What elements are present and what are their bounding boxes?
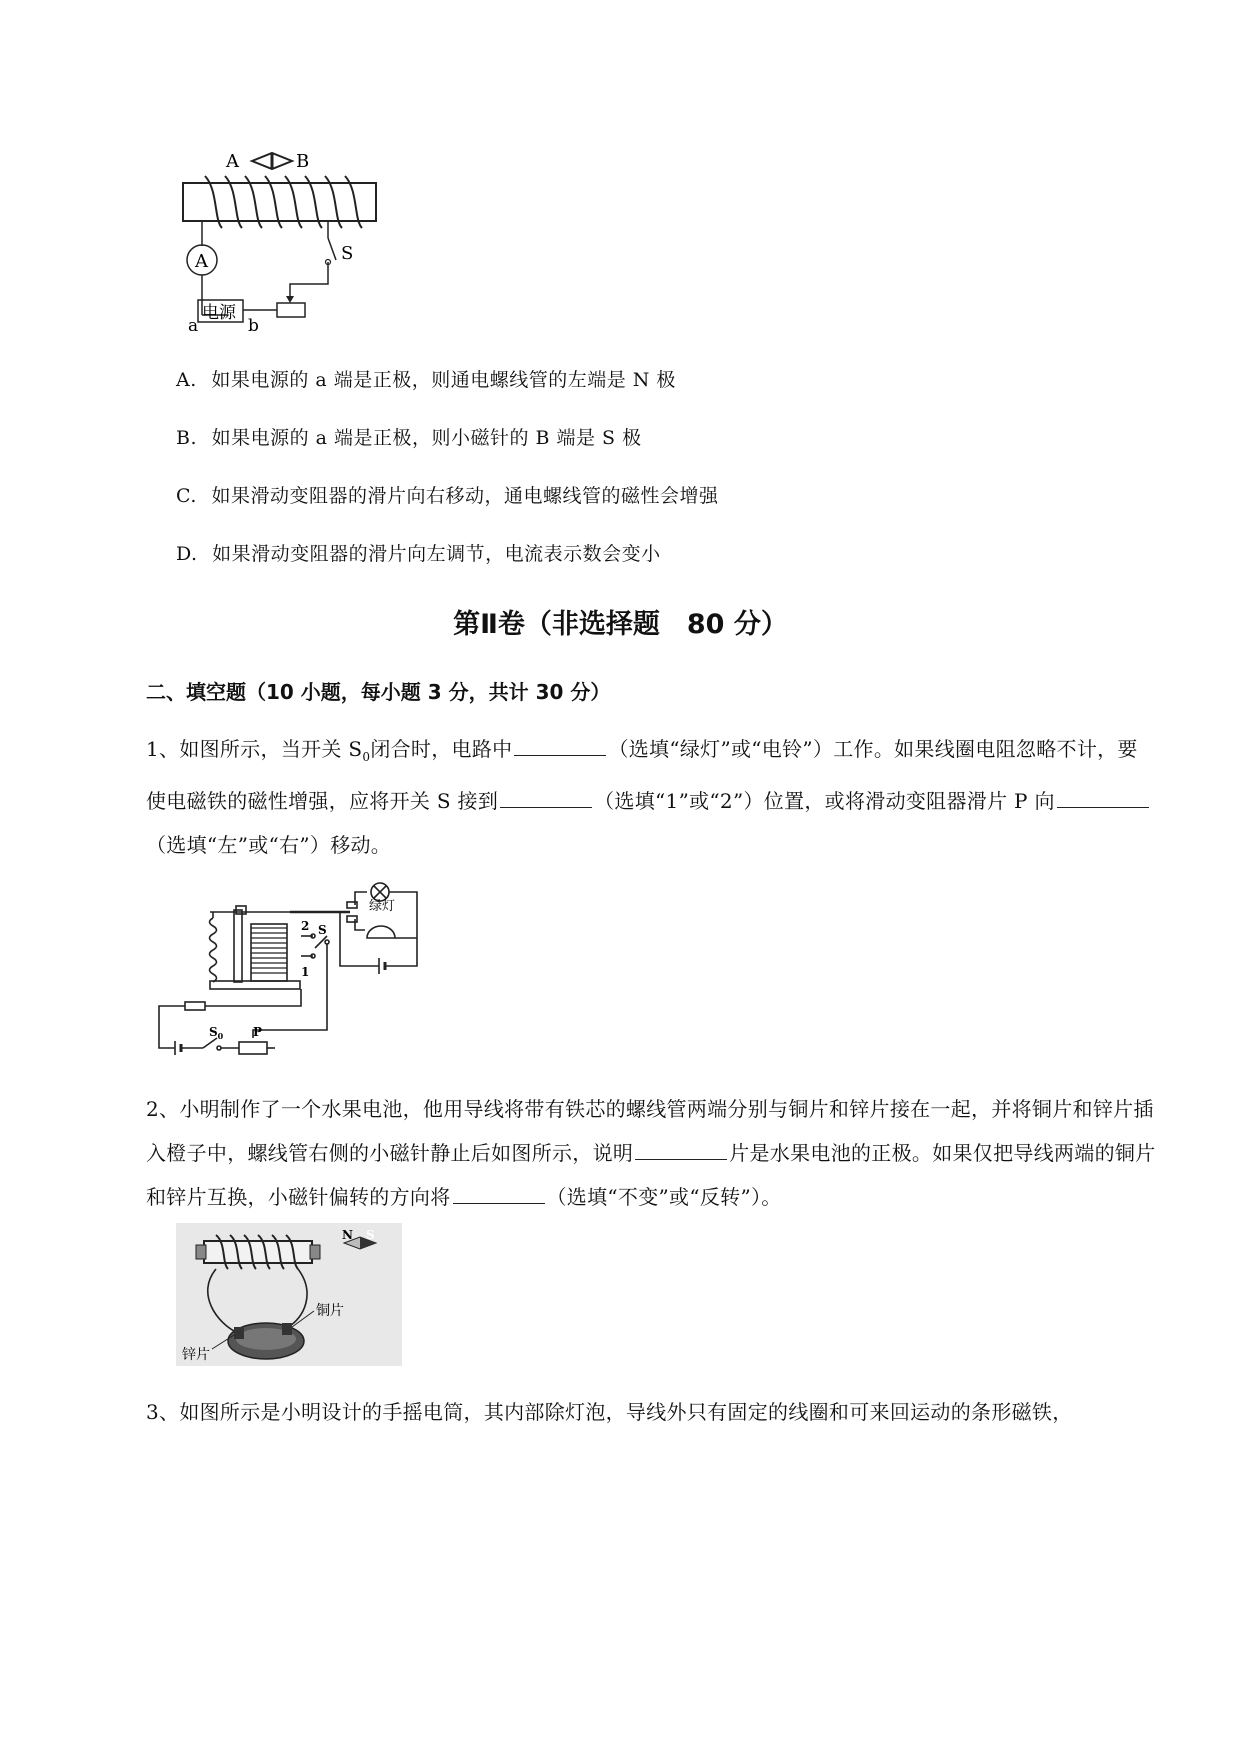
answer-blank-1[interactable] — [514, 735, 606, 756]
question-1: 1、如图所示，当开关 $S_0$闭合时，电路中 （选填“绿灯”或“电铃”）工作。如果线圈电阻忽略不计，要使电磁铁的磁性增强，应将开关 S 接到 （选填“1”或“2”）位置，或将滑动变阻器滑片 P 向（选填“左”或“右”）移动。 — [146, 727, 1156, 867]
part-heading: 二、填空题（10 小题，每小题 3 分，共计 30 分） — [146, 680, 611, 704]
label-copper: 铜片 — [316, 1303, 344, 1319]
label-contact-1: 1 — [301, 965, 310, 979]
option-c-text: 如果滑动变阻器的滑片向右移动，通电螺线管的磁性会增强 — [211, 485, 719, 507]
fruit-solenoid — [204, 1241, 312, 1263]
rheostat-p — [239, 1042, 267, 1054]
solenoid-circuit-figure — [170, 150, 420, 375]
answer-blank-5[interactable] — [453, 1183, 545, 1204]
relay-spring — [210, 918, 217, 982]
answer-blank-3[interactable] — [1057, 787, 1149, 808]
option-c-letter: C. — [176, 485, 197, 507]
question-3: 3、如图所示是小明设计的手摇电筒，其内部除灯泡，导线外只有固定的线圈和可来回运动的条形磁铁， — [146, 1400, 1073, 1424]
fruit-battery-figure — [176, 1223, 402, 1366]
electric-bell — [367, 926, 395, 938]
power-label: 电源 — [202, 303, 236, 323]
option-a-letter: A. — [176, 369, 197, 391]
option-a — [176, 365, 676, 392]
needle-label-b: B — [296, 151, 310, 172]
question-2: 2、小明制作了一个水果电池，他用导线将带有铁芯的螺线管两端分别与铜片和锌片接在一起，并将铜片和锌片插入橙子中，螺线管右侧的小磁针静止后如图所示，说明 片是水果电池的正极。如果仅把导线两端的铜片和锌片互换，小磁针偏转的方向将 （选填“不变”或“反转”）。 — [146, 1097, 1156, 1209]
label-switch-s: S — [318, 923, 327, 937]
label-slider-p: P — [253, 1025, 263, 1039]
switch-s-label: S — [341, 243, 354, 264]
rheostat — [277, 303, 305, 317]
compass-s: S — [366, 1228, 375, 1242]
section-title: 第Ⅱ卷（非选择题 80 分） — [453, 609, 788, 640]
relay-circuit-figure — [155, 878, 430, 1058]
option-d — [176, 539, 661, 566]
ammeter-label: A — [195, 251, 208, 272]
label-contact-2: 2 — [301, 919, 310, 933]
label-switch-s0: $S_0$ — [209, 1025, 224, 1041]
option-d-text: 如果滑动变阻器的滑片向左调节，电流表示数会变小 — [212, 543, 661, 565]
rheostat-slider — [290, 262, 328, 300]
label-zinc: 锌片 — [182, 1347, 210, 1363]
option-c — [176, 481, 718, 508]
label-green-lamp: 绿灯 — [369, 899, 396, 914]
needle-label-a: A — [226, 151, 239, 172]
subscript-0: 0 — [362, 750, 371, 764]
option-d-letter: D. — [176, 543, 198, 565]
terminal-a: a — [188, 316, 199, 336]
compass-n: N — [342, 1228, 353, 1242]
resistor — [185, 1002, 205, 1010]
option-b-text: 如果电源的 a 端是正极，则小磁针的 B 端是 S 极 — [211, 427, 642, 449]
option-b — [176, 423, 642, 450]
answer-blank-4[interactable] — [635, 1139, 727, 1160]
switch-s0 — [203, 1038, 217, 1048]
relay-base — [210, 981, 300, 989]
option-b-letter: B. — [176, 427, 198, 449]
terminal-b: b — [248, 316, 259, 336]
switch-s — [328, 238, 336, 260]
option-a-text: 如果电源的 a 端是正极，则通电螺线管的左端是 N 极 — [211, 369, 676, 391]
answer-blank-2[interactable] — [500, 787, 592, 808]
electromagnet-coil — [251, 928, 287, 973]
